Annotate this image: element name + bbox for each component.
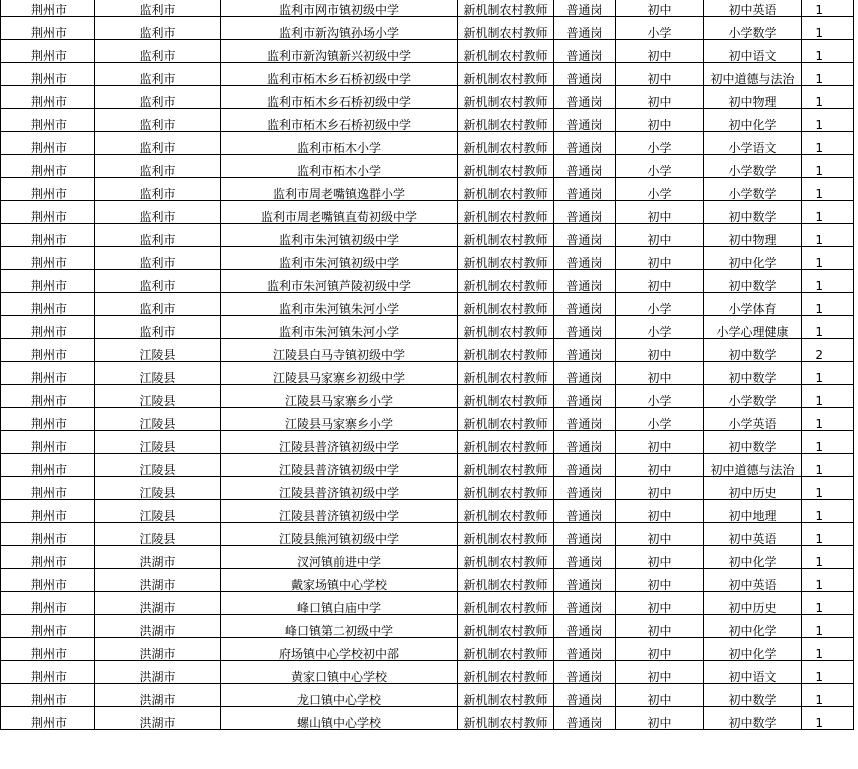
level-cell: 初中 (616, 569, 704, 592)
level-cell: 小学 (616, 178, 704, 201)
subject-cell: 初中语文 (704, 40, 802, 63)
table-row (1, 0, 854, 17)
subject-cell: 初中化学 (704, 546, 802, 569)
subject-cell: 初中道德与法治 (704, 454, 802, 477)
post-category-cell: 普通岗 (554, 201, 616, 224)
post-type-cell: 新机制农村教师 (458, 454, 554, 477)
post-type-cell: 新机制农村教师 (458, 339, 554, 362)
level-cell: 初中 (616, 224, 704, 247)
subject-cell: 初中化学 (704, 638, 802, 661)
county-cell: 监利市 (95, 109, 221, 132)
school-cell: 监利市朱河镇朱河小学 (221, 316, 458, 339)
city-cell: 荆州市 (1, 431, 95, 454)
city-cell: 荆州市 (1, 224, 95, 247)
county-cell: 监利市 (95, 86, 221, 109)
table-row (1, 316, 854, 339)
school-cell: 戴家场镇中心学校 (221, 569, 458, 592)
table-row (1, 178, 854, 201)
count-cell: 1 (802, 178, 854, 201)
level-cell: 初中 (616, 661, 704, 684)
city-cell: 荆州市 (1, 339, 95, 362)
county-cell: 监利市 (95, 270, 221, 293)
table-row (1, 546, 854, 569)
county-cell: 监利市 (95, 178, 221, 201)
level-cell: 初中 (616, 86, 704, 109)
subject-cell: 小学体育 (704, 293, 802, 316)
county-cell: 江陵县 (95, 339, 221, 362)
county-cell: 江陵县 (95, 362, 221, 385)
post-category-cell: 普通岗 (554, 224, 616, 247)
table-row (1, 408, 854, 431)
subject-cell: 初中数学 (704, 707, 802, 730)
school-cell: 监利市网市镇初级中学 (221, 0, 458, 17)
city-cell: 荆州市 (1, 477, 95, 500)
table-row (1, 270, 854, 293)
city-cell: 荆州市 (1, 40, 95, 63)
post-type-cell: 新机制农村教师 (458, 155, 554, 178)
city-cell: 荆州市 (1, 132, 95, 155)
level-cell: 初中 (616, 63, 704, 86)
county-cell: 洪湖市 (95, 684, 221, 707)
city-cell: 荆州市 (1, 293, 95, 316)
level-cell: 初中 (616, 431, 704, 454)
city-cell: 荆州市 (1, 546, 95, 569)
city-cell: 荆州市 (1, 63, 95, 86)
table-row (1, 109, 854, 132)
subject-cell: 初中英语 (704, 569, 802, 592)
table-row (1, 17, 854, 40)
city-cell: 荆州市 (1, 0, 95, 17)
level-cell: 初中 (616, 638, 704, 661)
subject-cell: 初中数学 (704, 270, 802, 293)
city-cell: 荆州市 (1, 500, 95, 523)
school-cell: 监利市新沟镇孙场小学 (221, 17, 458, 40)
post-type-cell: 新机制农村教师 (458, 615, 554, 638)
level-cell: 初中 (616, 362, 704, 385)
table-row (1, 86, 854, 109)
level-cell: 小学 (616, 293, 704, 316)
subject-cell: 初中化学 (704, 247, 802, 270)
post-type-cell: 新机制农村教师 (458, 385, 554, 408)
subject-cell: 初中数学 (704, 431, 802, 454)
school-cell: 龙口镇中心学校 (221, 684, 458, 707)
school-cell: 监利市朱河镇初级中学 (221, 224, 458, 247)
post-category-cell: 普通岗 (554, 385, 616, 408)
count-cell: 1 (802, 454, 854, 477)
level-cell: 初中 (616, 201, 704, 224)
table-row (1, 132, 854, 155)
county-cell: 江陵县 (95, 431, 221, 454)
post-category-cell: 普通岗 (554, 0, 616, 17)
county-cell: 监利市 (95, 132, 221, 155)
count-cell: 1 (802, 569, 854, 592)
level-cell: 初中 (616, 615, 704, 638)
post-category-cell: 普通岗 (554, 316, 616, 339)
level-cell: 初中 (616, 109, 704, 132)
city-cell: 荆州市 (1, 569, 95, 592)
post-category-cell: 普通岗 (554, 546, 616, 569)
table-row (1, 339, 854, 362)
post-type-cell: 新机制农村教师 (458, 270, 554, 293)
city-cell: 荆州市 (1, 86, 95, 109)
table-row (1, 592, 854, 615)
school-cell: 江陵县马家寨乡初级中学 (221, 362, 458, 385)
count-cell: 1 (802, 293, 854, 316)
school-cell: 江陵县熊河镇初级中学 (221, 523, 458, 546)
school-cell: 江陵县马家寨乡小学 (221, 385, 458, 408)
city-cell: 荆州市 (1, 615, 95, 638)
school-cell: 江陵县马家寨乡小学 (221, 408, 458, 431)
table-row (1, 63, 854, 86)
subject-cell: 初中历史 (704, 592, 802, 615)
level-cell: 初中 (616, 247, 704, 270)
count-cell: 1 (802, 40, 854, 63)
table-row (1, 224, 854, 247)
post-type-cell: 新机制农村教师 (458, 592, 554, 615)
city-cell: 荆州市 (1, 109, 95, 132)
subject-cell: 初中物理 (704, 86, 802, 109)
count-cell: 1 (802, 408, 854, 431)
level-cell: 初中 (616, 684, 704, 707)
post-type-cell: 新机制农村教师 (458, 293, 554, 316)
county-cell: 监利市 (95, 201, 221, 224)
post-type-cell: 新机制农村教师 (458, 86, 554, 109)
count-cell: 1 (802, 0, 854, 17)
count-cell: 1 (802, 155, 854, 178)
post-type-cell: 新机制农村教师 (458, 707, 554, 730)
post-category-cell: 普通岗 (554, 63, 616, 86)
city-cell: 荆州市 (1, 201, 95, 224)
post-category-cell: 普通岗 (554, 684, 616, 707)
count-cell: 1 (802, 431, 854, 454)
city-cell: 荆州市 (1, 592, 95, 615)
school-cell: 江陵县普济镇初级中学 (221, 431, 458, 454)
county-cell: 监利市 (95, 0, 221, 17)
level-cell: 初中 (616, 546, 704, 569)
count-cell: 1 (802, 224, 854, 247)
county-cell: 监利市 (95, 316, 221, 339)
post-type-cell: 新机制农村教师 (458, 661, 554, 684)
school-cell: 监利市周老嘴镇直荀初级中学 (221, 201, 458, 224)
table-row (1, 431, 854, 454)
subject-cell: 初中数学 (704, 684, 802, 707)
post-type-cell: 新机制农村教师 (458, 247, 554, 270)
table-row (1, 201, 854, 224)
subject-cell: 小学心理健康 (704, 316, 802, 339)
post-category-cell: 普通岗 (554, 339, 616, 362)
level-cell: 初中 (616, 0, 704, 17)
county-cell: 江陵县 (95, 523, 221, 546)
county-cell: 监利市 (95, 40, 221, 63)
level-cell: 初中 (616, 523, 704, 546)
level-cell: 初中 (616, 40, 704, 63)
subject-cell: 初中历史 (704, 477, 802, 500)
post-category-cell: 普通岗 (554, 615, 616, 638)
post-category-cell: 普通岗 (554, 155, 616, 178)
county-cell: 江陵县 (95, 500, 221, 523)
table-row (1, 707, 854, 730)
school-cell: 监利市新沟镇新兴初级中学 (221, 40, 458, 63)
table-row (1, 362, 854, 385)
count-cell: 1 (802, 477, 854, 500)
post-category-cell: 普通岗 (554, 454, 616, 477)
count-cell: 1 (802, 109, 854, 132)
school-cell: 监利市柘木小学 (221, 155, 458, 178)
subject-cell: 初中语文 (704, 661, 802, 684)
level-cell: 初中 (616, 454, 704, 477)
count-cell: 1 (802, 385, 854, 408)
school-cell: 监利市柘木小学 (221, 132, 458, 155)
county-cell: 监利市 (95, 63, 221, 86)
post-type-cell: 新机制农村教师 (458, 569, 554, 592)
county-cell: 洪湖市 (95, 592, 221, 615)
county-cell: 洪湖市 (95, 615, 221, 638)
school-cell: 监利市朱河镇朱河小学 (221, 293, 458, 316)
subject-cell: 初中数学 (704, 201, 802, 224)
school-cell: 汊河镇前进中学 (221, 546, 458, 569)
level-cell: 小学 (616, 155, 704, 178)
county-cell: 监利市 (95, 247, 221, 270)
subject-cell: 初中物理 (704, 224, 802, 247)
table-row (1, 661, 854, 684)
school-cell: 监利市周老嘴镇逸群小学 (221, 178, 458, 201)
table-row (1, 638, 854, 661)
city-cell: 荆州市 (1, 638, 95, 661)
city-cell: 荆州市 (1, 270, 95, 293)
table-row (1, 385, 854, 408)
post-category-cell: 普通岗 (554, 40, 616, 63)
post-type-cell: 新机制农村教师 (458, 17, 554, 40)
count-cell: 1 (802, 615, 854, 638)
count-cell: 1 (802, 132, 854, 155)
school-cell: 监利市柘木乡石桥初级中学 (221, 63, 458, 86)
post-category-cell: 普通岗 (554, 247, 616, 270)
city-cell: 荆州市 (1, 178, 95, 201)
count-cell: 1 (802, 316, 854, 339)
post-category-cell: 普通岗 (554, 592, 616, 615)
count-cell: 1 (802, 201, 854, 224)
count-cell: 2 (802, 339, 854, 362)
count-cell: 1 (802, 661, 854, 684)
school-cell: 黄家口镇中心学校 (221, 661, 458, 684)
school-cell: 江陵县普济镇初级中学 (221, 477, 458, 500)
post-type-cell: 新机制农村教师 (458, 500, 554, 523)
post-type-cell: 新机制农村教师 (458, 523, 554, 546)
count-cell: 1 (802, 684, 854, 707)
subject-cell: 小学数学 (704, 385, 802, 408)
post-type-cell: 新机制农村教师 (458, 408, 554, 431)
school-cell: 监利市柘木乡石桥初级中学 (221, 109, 458, 132)
table-row (1, 247, 854, 270)
post-category-cell: 普通岗 (554, 569, 616, 592)
post-category-cell: 普通岗 (554, 408, 616, 431)
subject-cell: 初中化学 (704, 109, 802, 132)
post-category-cell: 普通岗 (554, 431, 616, 454)
post-category-cell: 普通岗 (554, 86, 616, 109)
post-category-cell: 普通岗 (554, 362, 616, 385)
count-cell: 1 (802, 270, 854, 293)
count-cell: 1 (802, 546, 854, 569)
count-cell: 1 (802, 247, 854, 270)
post-type-cell: 新机制农村教师 (458, 63, 554, 86)
level-cell: 初中 (616, 477, 704, 500)
level-cell: 初中 (616, 339, 704, 362)
school-cell: 府场镇中心学校初中部 (221, 638, 458, 661)
subject-cell: 初中数学 (704, 362, 802, 385)
school-cell: 监利市朱河镇初级中学 (221, 247, 458, 270)
school-cell: 峰口镇第二初级中学 (221, 615, 458, 638)
post-category-cell: 普通岗 (554, 17, 616, 40)
city-cell: 荆州市 (1, 707, 95, 730)
county-cell: 监利市 (95, 293, 221, 316)
county-cell: 江陵县 (95, 408, 221, 431)
table-row (1, 615, 854, 638)
county-cell: 洪湖市 (95, 569, 221, 592)
count-cell: 1 (802, 63, 854, 86)
post-type-cell: 新机制农村教师 (458, 40, 554, 63)
subject-cell: 小学数学 (704, 17, 802, 40)
post-type-cell: 新机制农村教师 (458, 431, 554, 454)
post-type-cell: 新机制农村教师 (458, 638, 554, 661)
table-row (1, 454, 854, 477)
post-category-cell: 普通岗 (554, 178, 616, 201)
post-type-cell: 新机制农村教师 (458, 316, 554, 339)
table-row (1, 477, 854, 500)
post-type-cell: 新机制农村教师 (458, 477, 554, 500)
county-cell: 洪湖市 (95, 661, 221, 684)
subject-cell: 小学数学 (704, 178, 802, 201)
city-cell: 荆州市 (1, 661, 95, 684)
county-cell: 洪湖市 (95, 638, 221, 661)
count-cell: 1 (802, 86, 854, 109)
level-cell: 初中 (616, 592, 704, 615)
city-cell: 荆州市 (1, 17, 95, 40)
subject-cell: 初中道德与法治 (704, 63, 802, 86)
post-type-cell: 新机制农村教师 (458, 0, 554, 17)
post-type-cell: 新机制农村教师 (458, 546, 554, 569)
city-cell: 荆州市 (1, 684, 95, 707)
subject-cell: 小学英语 (704, 408, 802, 431)
table-row (1, 293, 854, 316)
subject-cell: 初中地理 (704, 500, 802, 523)
level-cell: 小学 (616, 132, 704, 155)
city-cell: 荆州市 (1, 155, 95, 178)
city-cell: 荆州市 (1, 454, 95, 477)
count-cell: 1 (802, 362, 854, 385)
table-row (1, 500, 854, 523)
post-type-cell: 新机制农村教师 (458, 109, 554, 132)
city-cell: 荆州市 (1, 362, 95, 385)
count-cell: 1 (802, 592, 854, 615)
post-type-cell: 新机制农村教师 (458, 178, 554, 201)
post-category-cell: 普通岗 (554, 707, 616, 730)
county-cell: 江陵县 (95, 477, 221, 500)
post-category-cell: 普通岗 (554, 109, 616, 132)
post-type-cell: 新机制农村教师 (458, 201, 554, 224)
level-cell: 初中 (616, 707, 704, 730)
post-category-cell: 普通岗 (554, 523, 616, 546)
count-cell: 1 (802, 523, 854, 546)
school-cell: 江陵县普济镇初级中学 (221, 454, 458, 477)
table-row (1, 569, 854, 592)
table-row (1, 40, 854, 63)
level-cell: 小学 (616, 316, 704, 339)
post-category-cell: 普通岗 (554, 132, 616, 155)
school-cell: 峰口镇白庙中学 (221, 592, 458, 615)
city-cell: 荆州市 (1, 523, 95, 546)
county-cell: 江陵县 (95, 385, 221, 408)
subject-cell: 初中英语 (704, 0, 802, 17)
level-cell: 小学 (616, 408, 704, 431)
post-category-cell: 普通岗 (554, 638, 616, 661)
city-cell: 荆州市 (1, 316, 95, 339)
table-row (1, 523, 854, 546)
count-cell: 1 (802, 707, 854, 730)
school-cell: 监利市朱河镇芦陵初级中学 (221, 270, 458, 293)
school-cell: 江陵县白马寺镇初级中学 (221, 339, 458, 362)
county-cell: 洪湖市 (95, 546, 221, 569)
count-cell: 1 (802, 17, 854, 40)
city-cell: 荆州市 (1, 408, 95, 431)
subject-cell: 初中化学 (704, 615, 802, 638)
count-cell: 1 (802, 500, 854, 523)
subject-cell: 初中数学 (704, 339, 802, 362)
post-category-cell: 普通岗 (554, 293, 616, 316)
city-cell: 荆州市 (1, 385, 95, 408)
level-cell: 初中 (616, 270, 704, 293)
city-cell: 荆州市 (1, 247, 95, 270)
subject-cell: 初中英语 (704, 523, 802, 546)
subject-cell: 小学数学 (704, 155, 802, 178)
level-cell: 小学 (616, 385, 704, 408)
subject-cell: 小学语文 (704, 132, 802, 155)
county-cell: 江陵县 (95, 454, 221, 477)
county-cell: 洪湖市 (95, 707, 221, 730)
county-cell: 监利市 (95, 224, 221, 247)
post-type-cell: 新机制农村教师 (458, 362, 554, 385)
county-cell: 监利市 (95, 17, 221, 40)
table-row (1, 684, 854, 707)
county-cell: 监利市 (95, 155, 221, 178)
post-category-cell: 普通岗 (554, 661, 616, 684)
post-type-cell: 新机制农村教师 (458, 224, 554, 247)
school-cell: 江陵县普济镇初级中学 (221, 500, 458, 523)
table-row (1, 155, 854, 178)
level-cell: 小学 (616, 17, 704, 40)
post-type-cell: 新机制农村教师 (458, 132, 554, 155)
post-category-cell: 普通岗 (554, 500, 616, 523)
school-cell: 螺山镇中心学校 (221, 707, 458, 730)
count-cell: 1 (802, 638, 854, 661)
post-type-cell: 新机制农村教师 (458, 684, 554, 707)
level-cell: 初中 (616, 500, 704, 523)
post-category-cell: 普通岗 (554, 270, 616, 293)
post-category-cell: 普通岗 (554, 477, 616, 500)
table-body (1, 0, 854, 730)
school-cell: 监利市柘木乡石桥初级中学 (221, 86, 458, 109)
